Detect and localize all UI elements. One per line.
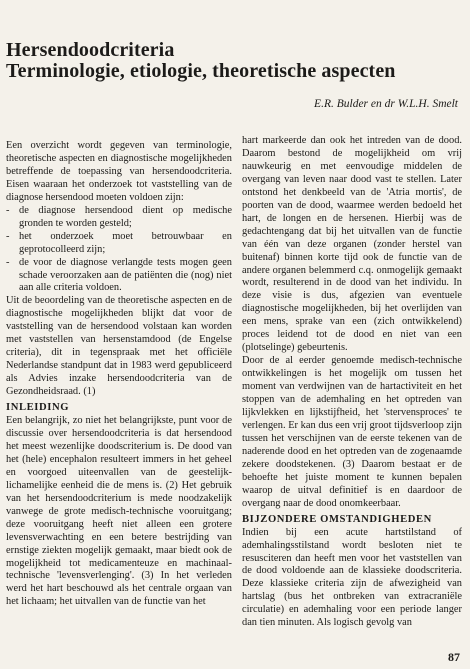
left-column: [6, 140, 232, 609]
continuation-paragraph: hart markeerde dan ook het intreden van de dood. Daarom bestond de mogelijkheid om vrij nauwkeurig en met eenvoudige middelen de overgang van leven naar dood vast te stellen. Later ontstond het denkbeeld van de 'Atria mortis', de poorten van de dood, waarmee werden bedoeld het hart, de longen en de hersenen. Hierbij was de gedachtengang dat bij het uitvallen van de functie van één van deze organen (zonder herstel van buitenaf) binnen korte tijd ook de functie van de andere organen belemmerd c.q. onmogelijk gemaakt wordt, resulterend in de dood van het individu. In deze visie is dus, afgezien van eventuele diagnostische mogelijkheden, bij het overlijden van een mens, sprake van een (zich ontwikkelend) proces leidend tot de dood en niet van een (plotselinge) gebeurtenis.: [242, 135, 462, 354]
list-item: - de voor de diagnose verlangde tests mogen geen schade veroorzaken aan de patiënten die (nog) niet aan alle criteria voldoen.: [6, 256, 232, 294]
list-item: - het onderzoek moet betrouwbaar en geprotocolleerd zijn;: [6, 230, 232, 255]
list-item-text: de diagnose hersendood dient op medische gronden te worden gesteld;: [19, 204, 232, 229]
title-line-2: Terminologie, etiologie, theoretische aspecten: [6, 60, 396, 82]
list-item-text: het onderzoek moet betrouwbaar en geprotocolleerd zijn;: [19, 230, 232, 255]
article-title: [6, 40, 466, 82]
list-item-text: de voor de diagnose verlangde tests mogen geen schade veroorzaken aan de patiënten die (nog) niet aan alle criteria voldoen.: [19, 256, 232, 294]
conditions-list: [6, 205, 232, 296]
right-column: [242, 135, 462, 630]
section-heading-bijzondere: BIJZONDERE OMSTANDIGHEDEN: [242, 513, 432, 525]
assessment-paragraph: Uit de beoordeling van de theoretische aspecten en de diagnostische mogelijkheden blijkt dat voor de vaststelling van de hersendood volstaan kan worden met vaststellen van hersenstamdood (de Engelse criteria), dit in tegenspraak met het officiële Nederlandse standpunt dat in 1983 werd gepubliceerd als Advies inzake hersendoodcriteria van de Gezondheidsraad. (1): [6, 295, 232, 398]
title-line-1: Hersendoodcriteria: [6, 39, 175, 61]
page-number: 87: [448, 650, 460, 664]
circumstances-paragraph: Indien bij een acute hartstilstand of ademhalingsstilstand wordt besloten niet te resusciteren dan heeft men voor het vaststellen van de dood voldoende aan de klassieke doodscriteria. Deze klassieke criteria zijn de afwezigheid van hartslag (bus het ontbreken van extracraniële circulatie) en ademhaling voor een periode langer dan tien minuten. Als logisch gevolg van: [242, 526, 462, 629]
section-heading-inleiding: INLEIDING: [6, 402, 70, 414]
inleiding-paragraph: Een belangrijk, zo niet het belangrijkste, punt voor de discussie over hersendoodcriteria is dat hersendood het meest wezenlijke doodscriterium is. De dood van het (hele) encephalon resulteert immers in het geheel en voorgoed uiteenvallen van de geestelijk-lichamelijke eenheid die de mens is. (2) Het gebruik van het hersendoodcriterium is mede noodzakelijk vanwege de grote medisch-technische vooruitgang; deze vooruitgang heeft niet alleen een grotere levensverwachting en een betere bestrijding van ernstige ziekten mogelijk gemaakt, maar biedt ook de mogelijkheid tot medicamenteuze en machinaal-technische 'levensverlenging'. (3) In het verleden werd het hart beschouwd als het centrale orgaan van het lichaam; het uitvallen van de functie van het: [6, 415, 232, 608]
list-item: - de diagnose hersendood dient op medische gronden te worden gesteld;: [6, 204, 232, 229]
article-authors: E.R. Bulder en dr W.L.H. Smelt: [314, 98, 458, 110]
development-paragraph: Door de al eerder genoemde medisch-technische ontwikkelingen is het mogelijk om tussen het moment van verdwijnen van de hartactiviteit en het stoppen van de ademhaling en het optreden van lijkvlekken en lijkstijfheid, het 'stervensproces' te verlengen. Er kan dus een vrij groot tijdsverloop zijn tussen het verschijnen van de eerste tekenen van de naderende dood en het optreden van de zogenaamde zekere doodstekenen. (3) Daarom bestaat er de behoefte het juiste moment te kunnen bepalen waarop de uitval definitief is en daardoor de overgang naar de dood onomkeerbaar.: [242, 355, 462, 509]
intro-paragraph: Een overzicht wordt gegeven van terminologie, theoretische aspecten en diagnostische mogelijkheden betreffende de toepassing van hersendoodcriteria. Eisen waaraan het onderzoek tot vaststelling van de diagnose hersendood moeten voldoen zijn:: [6, 140, 232, 203]
